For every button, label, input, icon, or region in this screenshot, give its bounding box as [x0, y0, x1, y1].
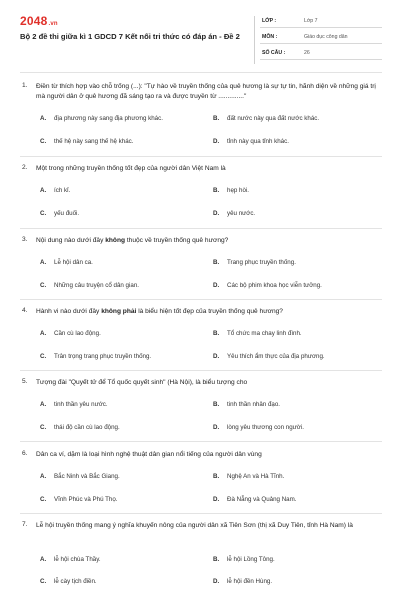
option-text: thái độ cần cù lao động.	[54, 424, 120, 431]
option-letter: A.	[40, 556, 47, 563]
option-a[interactable]	[40, 259, 93, 266]
divider	[20, 72, 382, 73]
question-text-part: thuộc về truyền thống quê hương?	[125, 237, 229, 244]
meta-row-grade	[260, 14, 382, 28]
header-divider	[254, 16, 255, 64]
option-a[interactable]	[40, 187, 70, 194]
meta-key: LỚP :	[262, 18, 277, 24]
option-b[interactable]	[213, 259, 296, 266]
option-text: Nghệ An và Hà Tĩnh.	[227, 473, 285, 480]
question-number: 5.	[22, 378, 28, 385]
option-a[interactable]	[40, 330, 101, 337]
option-text: lòng yêu thương con người.	[227, 424, 304, 431]
option-letter: B.	[213, 330, 220, 337]
question-text: Tượng đài "Quyết tử để Tổ quốc quyết sinh" (Hà Nội), là biểu tượng cho	[36, 379, 248, 386]
option-text: tinh thần yêu nước.	[54, 401, 108, 408]
option-d[interactable]	[213, 210, 255, 217]
option-letter: C.	[40, 138, 47, 145]
option-a[interactable]	[40, 115, 163, 122]
option-text: hẹp hòi.	[227, 187, 250, 194]
option-letter: D.	[213, 424, 220, 431]
divider	[20, 228, 382, 229]
divider	[20, 299, 382, 300]
question-text-part: là biểu hiện tốt đẹp của truyền thống quê hương?	[136, 308, 283, 315]
option-d[interactable]	[213, 282, 322, 289]
option-text: lễ hội Lồng Tông.	[227, 556, 275, 563]
option-a[interactable]	[40, 556, 101, 563]
option-letter: C.	[40, 578, 47, 585]
option-letter: A.	[40, 187, 47, 194]
option-a[interactable]	[40, 401, 108, 408]
option-letter: D.	[213, 210, 220, 217]
question-text	[36, 236, 381, 246]
exam-title: Bộ 2 đề thi giữa kì 1 GDCD 7 Kết nối tri thức có đáp án - Đề 2	[20, 32, 240, 41]
divider	[20, 513, 382, 514]
option-text: thế hệ này sang thế hệ khác.	[54, 138, 134, 145]
divider	[20, 441, 382, 442]
option-text: Vĩnh Phúc và Phú Thọ.	[54, 496, 118, 503]
option-b[interactable]	[213, 187, 249, 194]
exam-header	[20, 12, 382, 66]
option-d[interactable]	[213, 353, 325, 360]
option-c[interactable]	[40, 138, 133, 145]
question-number: 7.	[22, 521, 28, 528]
question-text-part: Nội dung nào dưới đây	[36, 237, 106, 244]
option-letter: A.	[40, 401, 47, 408]
option-text: lễ cày tịch điền.	[54, 578, 97, 585]
option-c[interactable]	[40, 424, 120, 431]
question-number: 2.	[22, 164, 28, 171]
question-text: Một trong những truyền thống tốt đẹp của người dân Việt Nam là	[36, 165, 226, 172]
question-text	[36, 307, 381, 317]
option-d[interactable]	[213, 578, 272, 585]
question-text-emphasis: không phải	[101, 308, 137, 315]
divider	[20, 370, 382, 371]
option-letter: A.	[40, 330, 47, 337]
option-text: Cần cù lao động.	[54, 330, 101, 337]
option-letter: C.	[40, 282, 47, 289]
option-b[interactable]	[213, 556, 275, 563]
option-letter: D.	[213, 138, 220, 145]
meta-value: 26	[304, 50, 310, 56]
option-text: tinh thần nhân đạo.	[227, 401, 280, 408]
option-letter: B.	[213, 187, 220, 194]
option-text: lễ hội chùa Thầy.	[54, 556, 101, 563]
option-letter: D.	[213, 282, 220, 289]
option-b[interactable]	[213, 473, 284, 480]
option-text: Tổ chức ma chay linh đình.	[227, 330, 302, 337]
question-text: Lễ hội truyền thống mang ý nghĩa khuyến nông của người dân xã Tiên Sơn (thị xã Duy Tiên, tỉnh Hà Nam) là	[36, 522, 353, 529]
option-text: địa phương này sang địa phương khác.	[54, 115, 163, 122]
option-b[interactable]	[213, 401, 280, 408]
option-letter: C.	[40, 210, 47, 217]
question-number: 3.	[22, 236, 28, 243]
site-logo[interactable]	[20, 14, 58, 28]
question-number: 6.	[22, 450, 28, 457]
option-c[interactable]	[40, 210, 79, 217]
option-c[interactable]	[40, 578, 97, 585]
option-c[interactable]	[40, 282, 139, 289]
option-text: yếu đuối.	[54, 210, 80, 217]
question-number: 4.	[22, 307, 28, 314]
option-letter: A.	[40, 259, 47, 266]
option-letter: D.	[213, 353, 220, 360]
option-letter: B.	[213, 401, 220, 408]
option-letter: A.	[40, 115, 47, 122]
option-text: Bắc Ninh và Bắc Giang.	[54, 473, 120, 480]
meta-value: Giáo dục công dân	[304, 34, 348, 40]
option-c[interactable]	[40, 496, 118, 503]
option-letter: C.	[40, 424, 47, 431]
option-d[interactable]	[213, 496, 296, 503]
option-letter: A.	[40, 473, 47, 480]
option-text: yêu nước.	[227, 210, 256, 217]
logo-tld: .vn	[48, 21, 58, 27]
question-number: 1.	[22, 82, 28, 89]
question-text-emphasis: không	[105, 237, 126, 244]
question-text: Dân ca ví, dặm là loại hình nghệ thuật dân gian nổi tiếng của người dân vùng	[36, 451, 262, 458]
option-text: Trân trọng trang phục truyền thống.	[54, 353, 152, 360]
option-c[interactable]	[40, 353, 151, 360]
option-b[interactable]	[213, 330, 302, 337]
option-d[interactable]	[213, 424, 304, 431]
meta-row-subject	[260, 30, 382, 44]
option-text: Lễ hội dân ca.	[54, 259, 93, 266]
option-text: lễ hội đền Hùng.	[227, 578, 273, 585]
option-letter: D.	[213, 496, 220, 503]
logo-main: 2048	[20, 14, 48, 28]
option-d[interactable]	[213, 138, 289, 145]
meta-key: SỐ CÂU :	[262, 50, 286, 56]
option-text: Đà Nẵng và Quảng Nam.	[227, 496, 297, 503]
meta-key: MÔN :	[262, 34, 278, 40]
option-letter: C.	[40, 353, 47, 360]
meta-value: Lớp 7	[304, 18, 318, 24]
meta-row-count	[260, 46, 382, 60]
option-text: Yêu thích ẩm thực của địa phương.	[227, 353, 325, 360]
option-letter: D.	[213, 578, 220, 585]
option-text: đất nước này qua đất nước khác.	[227, 115, 320, 122]
option-text: ích kỉ.	[54, 187, 71, 194]
option-b[interactable]	[213, 115, 319, 122]
option-text: tỉnh này qua tỉnh khác.	[227, 138, 289, 145]
question-text-part: Hành vi nào dưới đây	[36, 308, 102, 315]
option-text: Những câu truyện cổ dân gian.	[54, 282, 139, 289]
question-text: Điền từ thích hợp vào chỗ trống (...): "Tự hào về truyền thống của quê hương là sự tự tin, hãnh diện về những giá trị mà người dân ở quê hương đã sáng tạo ra và được truyền từ .............."	[36, 83, 376, 100]
option-letter: B.	[213, 259, 220, 266]
divider	[20, 156, 382, 157]
option-a[interactable]	[40, 473, 120, 480]
option-text: Trang phục truyền thống.	[227, 259, 296, 266]
option-text: Các bộ phim khoa học viễn tưởng.	[227, 282, 322, 289]
option-letter: B.	[213, 556, 220, 563]
option-letter: B.	[213, 473, 220, 480]
option-letter: B.	[213, 115, 220, 122]
option-letter: C.	[40, 496, 47, 503]
